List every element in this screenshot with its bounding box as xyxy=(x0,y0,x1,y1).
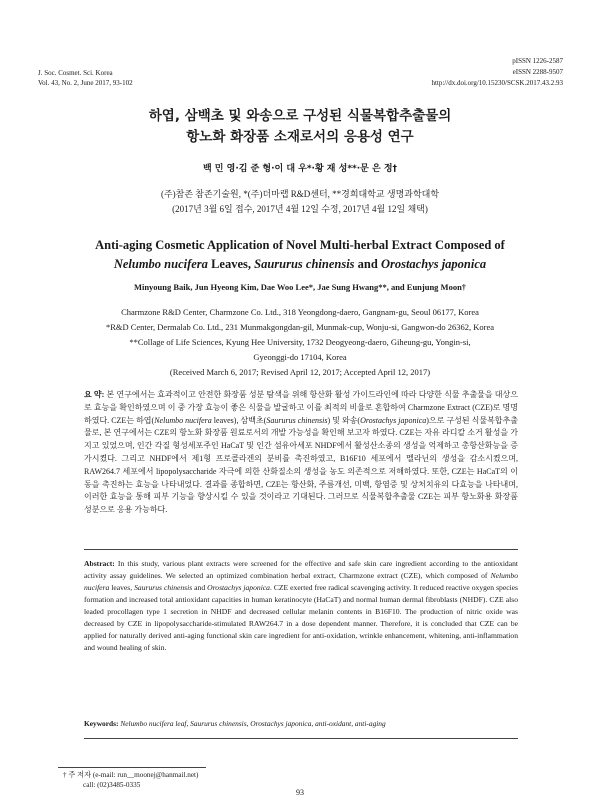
abstract-divider-top xyxy=(84,549,518,550)
footnote-email: † 주 저자 (e-mail: run__moonej@hanmail.net) xyxy=(63,771,199,779)
dates-english: (Received March 6, 2017; Revised April 12, 2017; Accepted April 12, 2017) xyxy=(169,367,431,377)
affiliations-korean xyxy=(20,187,580,217)
affiliations-english xyxy=(20,305,580,380)
pissn: pISSN 1226-2587 xyxy=(512,57,563,65)
title-english-line1: Anti-aging Cosmetic Application of Novel Multi-herbal Extract Composed of xyxy=(95,238,505,252)
journal-volume: Vol. 43, No. 2, June 2017, 93-102 xyxy=(38,79,133,87)
keywords-label: Keywords: xyxy=(84,719,119,728)
abstract-divider-bottom xyxy=(84,738,518,739)
journal-name: J. Soc. Cosmet. Sci. Korea xyxy=(38,69,113,77)
keywords xyxy=(84,719,518,728)
journal-citation xyxy=(38,68,133,88)
title-english-line2: Nelumbo nucifera Leaves, Saururus chinensis and Orostachys japonica xyxy=(113,257,487,271)
abstract-korean-label: 요 약: xyxy=(84,390,105,399)
title-english xyxy=(20,236,580,274)
title-korean xyxy=(20,106,580,148)
affiliation-line1: Charmzone R&D Center, Charmzone Co. Ltd., 318 Yeongdong-daero, Gangnam-gu, Seoul 06177, Korea xyxy=(121,307,479,317)
footnote-rule xyxy=(58,767,206,768)
authors-korean: 백 민 영·김 준 형·이 대 우*·황 재 성**·문 은 정† xyxy=(202,164,398,174)
affiliation-line3: **Collage of Life Sciences, Kyung Hee University, 1732 Deogyeong-daero, Giheung-gu, Yongin-si, xyxy=(129,337,471,347)
affiliation-korean-line1: (주)참존 참존기술원, *(주)더마랩 R&D센터, **경희대학교 생명과학대학 xyxy=(160,189,440,199)
abstract-korean: 요 약: 본 연구에서는 효과적이고 안전한 화장품 성분 탐색을 위해 항산화 활성 가이드라인에 따라 다양한 식물 추출물을 대상으로 효능을 확인하였으며 이 중 가장 효능이 좋은 식물을 발굴하고 이를 최적의 비율로 혼합하여 Charmzone Extract (CZE)로 명명하였다. CZE는 하엽(Nelumbo nucifera leaves), 삼백초(Saururus chinensis) 및 와송(Orostachys japonica)으로 구성된 식물복합추출물로, 본 연구에서는 CZE의 항노화 화장품 원료로서의 개발 가능성을 확인해 보고자 하였다. CZE는 자유 라디칼 소거 활성을 가지고 있었으며, 인간 각질 형성세포주인 HaCaT 및 인간 섬유아세포 NHDF에서 활성산소종의 생성을 억제하고 총항산화능을 증가시켰다. 그리고 NHDF에서 제1형 프로콜라겐의 분비를 촉진하였고, B16F10 세포에서 멜라닌의 생성을 감소시켰으며, RAW264.7 세포에서 lipopolysaccharide 자극에 의한 산화질소의 생성을 농도 의존적으로 저해하였다. 또한, CZE는 HaCaT의 이동을 촉진하는 효능을 나타내었다. 결과를 종합하면, CZE는 항산화, 주름개선, 미백, 항염증 및 상처치유의 다효능을 나타내며, 이러한 효능을 통해 피부 기능을 향상시킬 수 있을 것이라고 기대된다. 그러므로 식물복합추출물 CZE는 피부 항노화용 화장품 성분으로 응용 가능하다. xyxy=(84,390,518,515)
doi-link[interactable]: http://dx.doi.org/10.15230/SCSK.2017.43.2.93 xyxy=(431,79,563,87)
abstract-english-label: Abstract: xyxy=(84,559,115,568)
abstract-english: Abstract: In this study, various plant extracts were screened for the effective and safe skin care ingredient according to the antioxidant activity assay guidelines. We selected an optimized combination herbal extract, Charmzone extract (CZE), which composed of Nelumbo nucifera leaves, Saururus chinensis and Orostachys japonica. CZE exerted free radical scavenging activity. It reduced reactive oxygen species formation and increased total antioxidant capacities in human keratinocyte (HaCaT) and normal human dermal fibroblasts (NHDF). CZE also leaded procollagen type 1 secretion in NHDF and decreased cellular melanin contents in B16F10. The production of nitric oxide was decreased by CZE in lipopolysaccharide-stimulated RAW264.7 in a dose dependent manner. Therefore, it is concluded that CZE can be applied for naturally derived anti-aging functional skin care ingredient for anti-oxidation, wrinkle enhancement, whitening, anti-inflammation and wound healing of skin. xyxy=(84,559,518,652)
dates-korean: (2017년 3월 6일 접수, 2017년 4월 12일 수정, 2017년 4월 12일 채택) xyxy=(172,204,428,214)
title-korean-line1: 하엽, 삼백초 및 와송으로 구성된 식물복합추출물의 xyxy=(148,108,452,124)
journal-identifiers xyxy=(431,56,563,89)
corresponding-author-footnote xyxy=(63,770,198,790)
affiliation-line2: *R&D Center, Dermalab Co. Ltd., 231 Munmakgongdan-gil, Munmak-cup, Wonju-si, Gangwon-do 26362, Korea xyxy=(105,322,495,332)
keywords-text: Nelumbo nucifera leaf, Saururus chinensis, Orostachys japonica, anti-oxidant, anti-aging xyxy=(118,719,386,728)
page-number: 93 xyxy=(296,788,304,797)
affiliation-line4: Gyeonggi-do 17104, Korea xyxy=(253,352,347,362)
title-korean-line2: 항노화 화장품 소재로서의 응용성 연구 xyxy=(186,129,414,145)
footnote-phone: call: (02)3485-0335 xyxy=(83,781,141,789)
eissn: eISSN 2288-9507 xyxy=(512,68,563,76)
authors-english: Minyoung Baik, Jun Hyeong Kim, Dae Woo Lee*, Jae Sung Hwang**, and Eunjung Moon† xyxy=(133,282,467,292)
